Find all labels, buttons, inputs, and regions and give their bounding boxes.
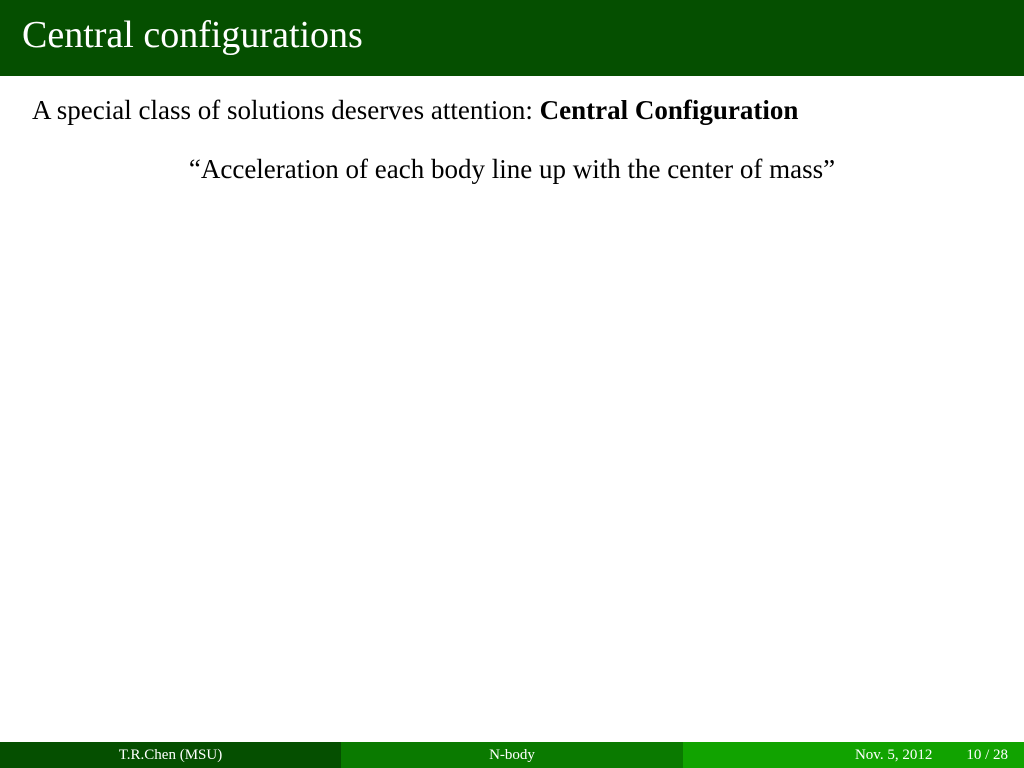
footer-short-title: N-body: [489, 746, 535, 763]
footer-author: T.R.Chen (MSU): [118, 746, 223, 763]
footer-author-segment: [0, 742, 341, 768]
intro-emphasis: Central Configuration: [539, 95, 799, 125]
footer-title-segment: [341, 742, 683, 768]
footer-page-number: 10 / 28: [966, 746, 1008, 763]
title-bar: [0, 0, 1024, 76]
footer-bar: [0, 742, 1024, 768]
slide-title: Central configurations: [22, 14, 363, 56]
intro-line: [32, 94, 798, 126]
footer-info-segment: [683, 742, 1024, 768]
intro-text: A special class of solutions deserves attention:: [32, 95, 540, 125]
quote-line: “Acceleration of each body line up with the center of mass”: [188, 154, 836, 184]
footer-date: Nov. 5, 2012: [854, 746, 933, 763]
